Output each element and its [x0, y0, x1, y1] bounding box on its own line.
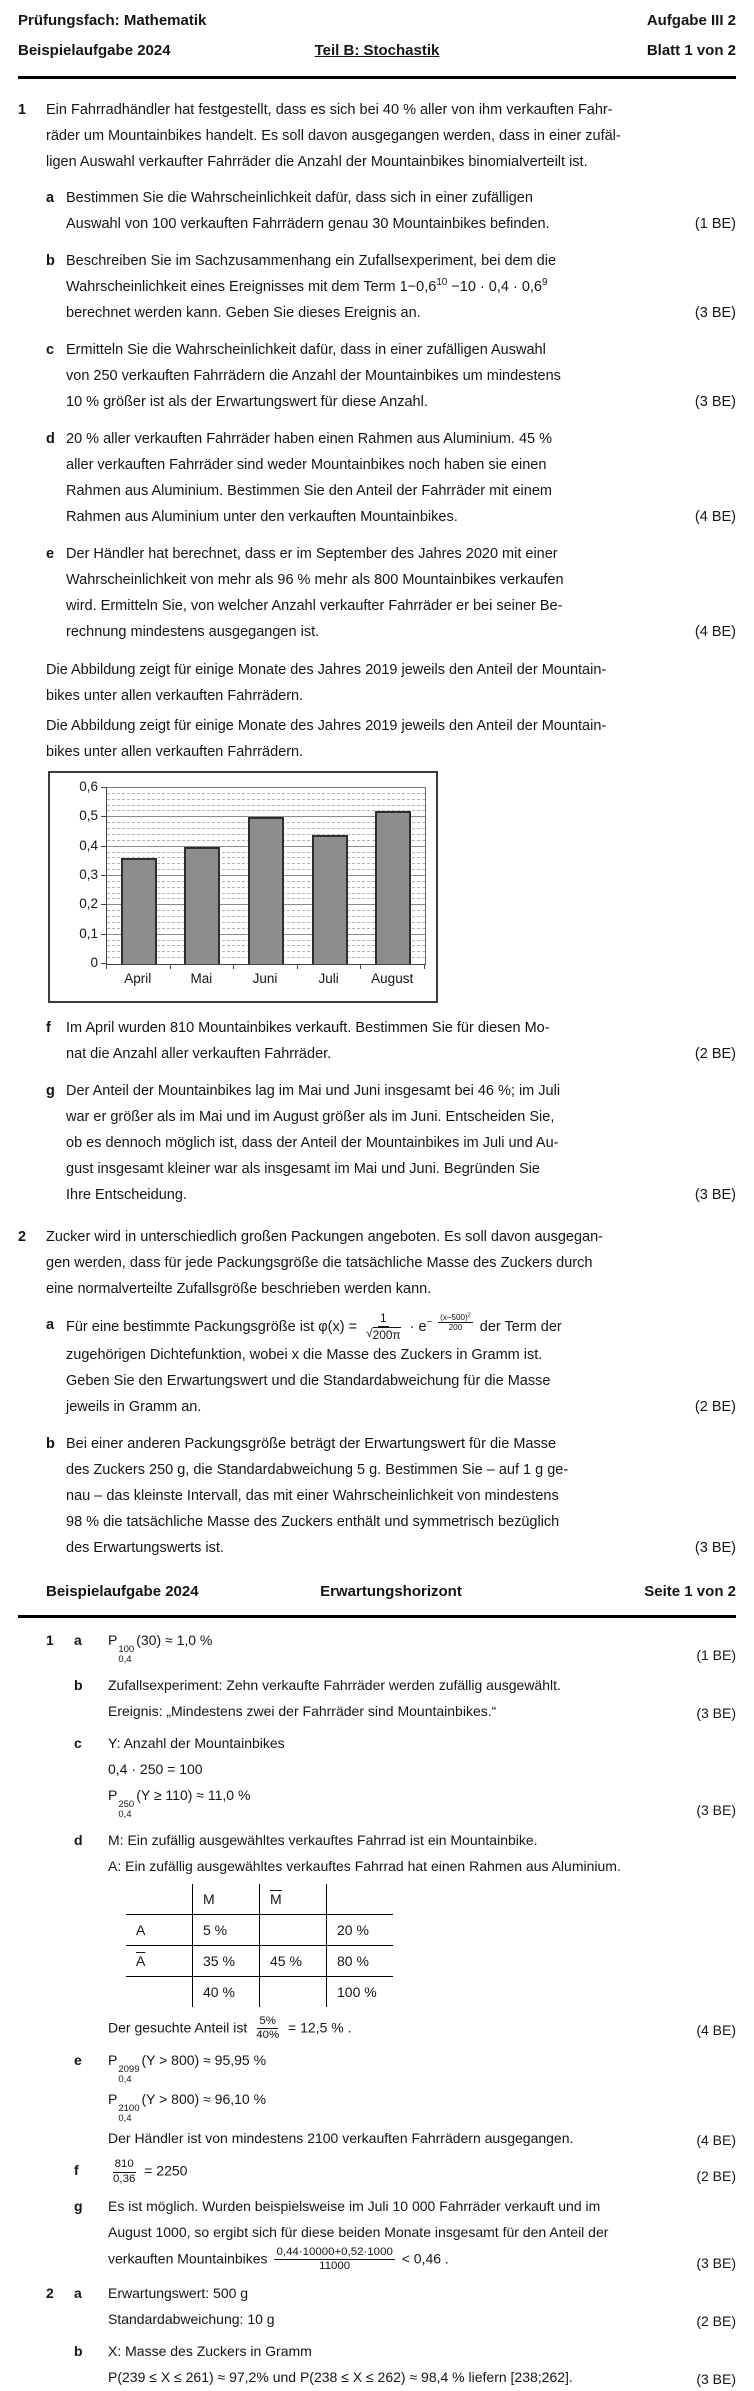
- y-tick-label: 0,1: [79, 925, 98, 941]
- chart-bar: [312, 835, 348, 964]
- task2-intro-text: Zucker wird in unterschiedlich großen Packungen angeboten. Es soll davon ausgegan- gen werden, dass für jede Packungsgröße die tatsächliche Masse des Zuckers durch eine normalverteilte Zufallsgröße beschrieben werden kann.: [46, 1229, 603, 1297]
- solutions-page-number: Seite 1 von 2: [644, 1582, 736, 1600]
- exam-header-row-2: [18, 36, 736, 66]
- solution-1d: [18, 1828, 736, 2042]
- solutions-header: [18, 1577, 736, 1618]
- table-cell: [260, 1976, 327, 2007]
- item-text: Der Anteil der Mountainbikes lag im Mai und Juni insgesamt bei 46 %; im Juli war er größer als im Mai und im August größer als im Juni. Entscheiden Sie, ob es dennoch möglich ist, dass der Anteil der Mountainbikes im Juli und Au- gust insgesamt kleiner war als insgesamt im Mai und Juni. Begründen Sie Ihre Entscheidung.: [66, 1083, 561, 1203]
- figure-caption-repeat-line1: Die Abbildung zeigt für einige Monate des Jahres 2019 jeweils den Anteil der Mountain-: [46, 718, 607, 734]
- solution-letter: a: [74, 2285, 82, 2302]
- spacer: [18, 337, 46, 415]
- spacer: [46, 1673, 74, 1725]
- spacer: [18, 185, 46, 237]
- spacer: [18, 1312, 46, 1420]
- solutions-section: [18, 1618, 736, 2391]
- table-cell: [327, 1884, 394, 1915]
- table-cell: $\overline{M}$: [260, 1884, 327, 1915]
- task1-number: 1: [18, 102, 27, 118]
- solution-letter: g: [74, 2197, 83, 2214]
- table-header-row: [126, 1884, 393, 1915]
- solution-points: (2 BE): [696, 2313, 736, 2330]
- solution-text: P 2099 0,4 (Y > 800) ≈ 95,95 % P 2100 0,4 (Y > 800) ≈ 96,10 % Der Händler ist von mindestens 2100 verkauften Fahrrädern ausgegangen.: [108, 2052, 574, 2147]
- solution-text: X: Masse des Zuckers in Gramm P(239 ≤ X ≤ 261) ≈ 97,2% und P(238 ≤ X ≤ 262) ≈ 98,4 % liefern [238;262].: [108, 2343, 573, 2386]
- x-tick-label: April: [124, 971, 152, 986]
- x-tick-mark: [360, 964, 361, 969]
- task1-item-f: [18, 1015, 736, 1067]
- item-points: (4 BE): [694, 624, 736, 640]
- item-points: (2 BE): [694, 1398, 736, 1415]
- item-points: (3 BE): [694, 1187, 736, 1203]
- chart-bar: [184, 847, 220, 964]
- item-text: Bei einer anderen Packungsgröße beträgt der Erwartungswert für die Masse des Zuckers 250 g, die Standardabweichung 5 g. Bestimmen Sie – auf 1 g ge- nau – das kleinste Intervall, das mit einer Wahrscheinlichkeit von mindestens 98 % die tatsächliche Masse des Zuckers enthält und symmetrisch bezüglich des Erwartungswerts ist.: [66, 1435, 569, 1556]
- y-tick-mark: [101, 846, 106, 847]
- solution-text: [108, 1828, 672, 2042]
- x-tick-label: Juli: [318, 971, 339, 986]
- solution-letter: d: [74, 1831, 83, 1848]
- table-cell: A: [126, 1914, 193, 1945]
- item-text: Im April wurden 810 Mountainbikes verkauft. Bestimmen Sie für diesen Mo- nat die Anzahl aller verkauften Fahrräder.: [66, 1020, 550, 1062]
- task2-number: 2: [18, 1229, 27, 1245]
- y-tick-label: 0,2: [79, 896, 98, 912]
- exam-task-id: Aufgabe III 2: [646, 12, 736, 29]
- spacer: [18, 1431, 46, 1561]
- item-points: (3 BE): [694, 305, 736, 321]
- solution-text: $\frac{810}{0,36}$ = 2250: [113, 2158, 188, 2185]
- solution-letter: b: [74, 1676, 83, 1693]
- table-cell: M: [193, 1884, 260, 1915]
- solution-letter: e: [74, 2052, 82, 2069]
- exam-subject: Prüfungsfach: Mathematik: [18, 12, 207, 29]
- chart-plot-area: [106, 787, 426, 965]
- table-cell: 80 %: [327, 1945, 394, 1976]
- exam-part-title: Teil B: Stochastik: [314, 42, 440, 59]
- task2-intro: [18, 1224, 736, 1302]
- item-text: Für eine bestimmte Packungsgröße ist φ(x) = 1 √ 200π · $e^{- \frac{(x-500)^2}{200}}$ der Term der zugehörigen Dichtefunktion, wobei x die Masse des Zuckers in Gramm ist. Geben Sie den Erwartungswert und die Standardabweichung für die Masse jeweils in Gramm an.: [66, 1311, 562, 1415]
- solution-text: Y: Anzahl der Mountainbikes 0,4 · 250 = 100 P 250 0,4 (Y ≥ 110) ≈ 11,0 %: [108, 1734, 285, 1820]
- task1-item-g: [18, 1078, 736, 1208]
- figure-caption-repeat-line2: bikes unter allen verkauften Fahrrädern.: [46, 744, 304, 760]
- solution-text: Es ist möglich. Wurden beispielsweise im Juli 10 000 Fahrräder verkauft und im August 1000, so ergibt sich für diese beiden Monate insgesamt für den Anteil der verkauften Mountainbikes $\frac{0,44\cdot 10000+0,52\cdot 1000}{11000}$ < 0,46 .: [108, 2197, 609, 2272]
- x-tick-mark: [106, 964, 107, 969]
- minor-gridline: [107, 805, 425, 806]
- spacer: [46, 2158, 74, 2187]
- task1-intro-text: Ein Fahrradhändler hat festgestellt, dass es sich bei 40 % aller von ihm verkauften Fahr- räder um Mountainbikes handelt. Es soll davon ausgegangen werden, dass in einer zufäl- ligen Auswahl verkaufter Fahrräder die Anzahl der Mountainbikes binomialverteilt ist.: [46, 102, 621, 170]
- solution-text: P 100 0,4 (30) ≈ 1,0 %: [108, 1631, 213, 1665]
- chart-bar: [121, 858, 157, 964]
- y-tick-label: 0,6: [79, 779, 98, 794]
- y-tick-mark: [101, 904, 106, 905]
- y-tick-label: 0,3: [79, 867, 98, 882]
- solution-points: (3 BE): [696, 2255, 736, 2272]
- task2-item-a: [18, 1312, 736, 1420]
- task1-item-d: [18, 426, 736, 530]
- figure-caption: Die Abbildung zeigt für einige Monate des Jahres 2019 jeweils den Anteil der Mountain- bikes unter allen verkauften Fahrrädern.: [46, 662, 607, 704]
- x-tick-mark: [424, 964, 425, 969]
- table-row: [126, 1945, 393, 1976]
- solution-letter: f: [74, 2162, 79, 2179]
- y-tick-mark: [101, 816, 106, 817]
- table-cell: $\overline{A}$: [126, 1945, 193, 1976]
- item-letter: d: [46, 431, 55, 447]
- spacer: [46, 2048, 74, 2152]
- spacer: [18, 541, 46, 645]
- spacer: [18, 1015, 46, 1067]
- exam-header-row-1: [18, 6, 736, 36]
- table-cell: [126, 1976, 193, 2007]
- table-row: [126, 1914, 393, 1945]
- item-letter: c: [46, 342, 55, 358]
- item-letter: b: [46, 1435, 55, 1452]
- table-cell: 100 %: [327, 1976, 394, 2007]
- chart-bar: [375, 811, 411, 964]
- solution-1g: [18, 2194, 736, 2275]
- item-text: Ermitteln Sie die Wahrscheinlichkeit dafür, dass in einer zufälligen Auswahl von 250 verkauften Fahrrädern die Anzahl der Mountainbikes um mindestens 10 % größer ist als der Erwartungswert für diese Anzahl.: [66, 342, 561, 410]
- chart-bar: [248, 817, 284, 964]
- solution-1e: [18, 2048, 736, 2152]
- solution-1d-definitions: M: Ein zufällig ausgewähltes verkauftes Fahrrad ist ein Mountainbike. A: Ein zufällig ausgewähltes verkauftes Fahrrad hat einen Rahmen aus Aluminium.: [108, 1831, 621, 1874]
- solutions-header-row: [46, 1577, 736, 1607]
- spacer: [46, 1731, 74, 1822]
- item-text: 20 % aller verkauften Fahrräder haben einen Rahmen aus Aluminium. 45 % aller verkauften Fahrräder sind weder Mountainbikes noch haben sie einen Rahmen aus Aluminium. Bestimmen Sie den Anteil der Fahrräder mit einem Rahmen aus Aluminium unter den verkauften Mountainbikes.: [66, 431, 553, 525]
- item-letter: a: [46, 190, 55, 206]
- task1-intro: [18, 97, 736, 175]
- item-points: (3 BE): [694, 1539, 736, 1556]
- spacer: [18, 1078, 46, 1208]
- solution-text: Zufallsexperiment: Zehn verkaufte Fahrräder werden zufällig ausgewählt. Ereignis: „Mindestens zwei der Fahrräder sind Mountainbikes.“: [108, 1676, 561, 1719]
- y-tick-label: 0,4: [79, 837, 98, 853]
- figure-caption-repeat: [46, 713, 736, 765]
- solution-1f: [18, 2158, 736, 2187]
- item-text: Beschreiben Sie im Sachzusammenhang ein Zufallsexperiment, bei dem die Wahrscheinlichkeit eines Ereignisses mit dem Term $1-0,6^{10} -10 \cdot 0,4 \cdot 0,6^9$ berechnet werden kann. Geben Sie dieses Ereignis an.: [66, 253, 557, 321]
- item-points: (1 BE): [694, 216, 736, 232]
- y-tick-mark: [101, 875, 106, 876]
- solution-points: (3 BE): [696, 1704, 736, 1721]
- x-tick-mark: [297, 964, 298, 969]
- minor-gridline: [107, 793, 425, 794]
- figure-chart: [48, 771, 438, 1003]
- solution-2b: [18, 2339, 736, 2391]
- table-cell: 45 %: [260, 1945, 327, 1976]
- item-letter: b: [46, 253, 55, 269]
- solution-text: Erwartungswert: 500 g Standardabweichung: 10 g: [108, 2285, 275, 2328]
- task2-item-b: [18, 1431, 736, 1561]
- spacer: [46, 2339, 74, 2391]
- solutions-edition: Beispielaufgabe 2024: [46, 1582, 199, 1600]
- spacer: [18, 426, 46, 530]
- x-tick-label: Juni: [252, 971, 278, 986]
- table-cell: 5 %: [193, 1914, 260, 1945]
- y-tick-label: 0,5: [79, 808, 98, 824]
- item-points: (3 BE): [694, 394, 736, 410]
- exam-header: [18, 6, 736, 79]
- table-cell: [126, 1884, 193, 1915]
- spacer: [18, 248, 46, 326]
- table-cell: 35 %: [193, 1945, 260, 1976]
- solution-1d-result: Der gesuchte Anteil ist $\frac{5\%}{40\%}$ = 12,5 % .: [108, 2014, 352, 2042]
- x-tick-mark: [233, 964, 234, 969]
- item-letter: a: [46, 1317, 55, 1333]
- solution-letter: b: [74, 2343, 83, 2360]
- solution-letter: c: [74, 1734, 82, 1751]
- x-tick-label: August: [371, 971, 414, 986]
- solution-points: (3 BE): [696, 1801, 736, 1818]
- minor-gridline: [107, 799, 425, 800]
- exam-edition: Beispielaufgabe 2024: [18, 42, 171, 59]
- x-tick-label: Mai: [190, 971, 213, 986]
- solution-points: (2 BE): [696, 2167, 736, 2184]
- x-tick-mark: [170, 964, 171, 969]
- four-field-table: [126, 1884, 393, 2007]
- table-cell: [260, 1914, 327, 1945]
- item-points: (4 BE): [694, 509, 736, 525]
- task1-item-b: [18, 248, 736, 326]
- solution-1c: [18, 1731, 736, 1822]
- solution-points: (1 BE): [696, 1646, 736, 1663]
- item-letter: e: [46, 546, 55, 562]
- solution-task-number: 2: [46, 2285, 54, 2302]
- y-tick-mark: [101, 934, 106, 935]
- table-cell: 20 %: [327, 1914, 394, 1945]
- task1-item-c: [18, 337, 736, 415]
- item-text: Bestimmen Sie die Wahrscheinlichkeit dafür, dass sich in einer zufälligen Auswahl von 100 verkauften Fahrrädern genau 30 Mountainbikes befinden.: [66, 190, 550, 232]
- task1-item-a: [18, 185, 736, 237]
- table-totals-row: [126, 1976, 393, 2007]
- item-letter: g: [46, 1083, 55, 1099]
- solution-points: (3 BE): [696, 2371, 736, 2388]
- solution-2a: [18, 2281, 736, 2333]
- y-tick-label: 0: [90, 955, 98, 970]
- solution-1a: [18, 1628, 736, 1667]
- solution-letter: a: [74, 1631, 82, 1648]
- task1-item-e: [18, 541, 736, 645]
- solution-1b: [18, 1673, 736, 1725]
- item-letter: f: [46, 1020, 51, 1036]
- exam-sheet-number: Blatt 1 von 2: [646, 42, 736, 59]
- table-cell: 40 %: [193, 1976, 260, 2007]
- solution-task-number: 1: [46, 1631, 54, 1648]
- spacer: [46, 2194, 74, 2275]
- solutions-title: Erwartungshorizont: [320, 1582, 462, 1600]
- solution-points: (4 BE): [696, 2022, 736, 2039]
- item-text: Der Händler hat berechnet, dass er im September des Jahres 2020 mit einer Wahrscheinlichkeit von mehr als 96 % mehr als 800 Mountainbikes verkaufen wird. Ermitteln Sie, von welcher Anzahl verkaufter Fahrräder er bei seiner Be- rechnung mindestens ausgegangen ist.: [66, 546, 564, 640]
- solution-points: (4 BE): [696, 2132, 736, 2149]
- y-tick-mark: [101, 787, 106, 788]
- spacer: [46, 1828, 74, 2042]
- item-points: (2 BE): [694, 1046, 736, 1062]
